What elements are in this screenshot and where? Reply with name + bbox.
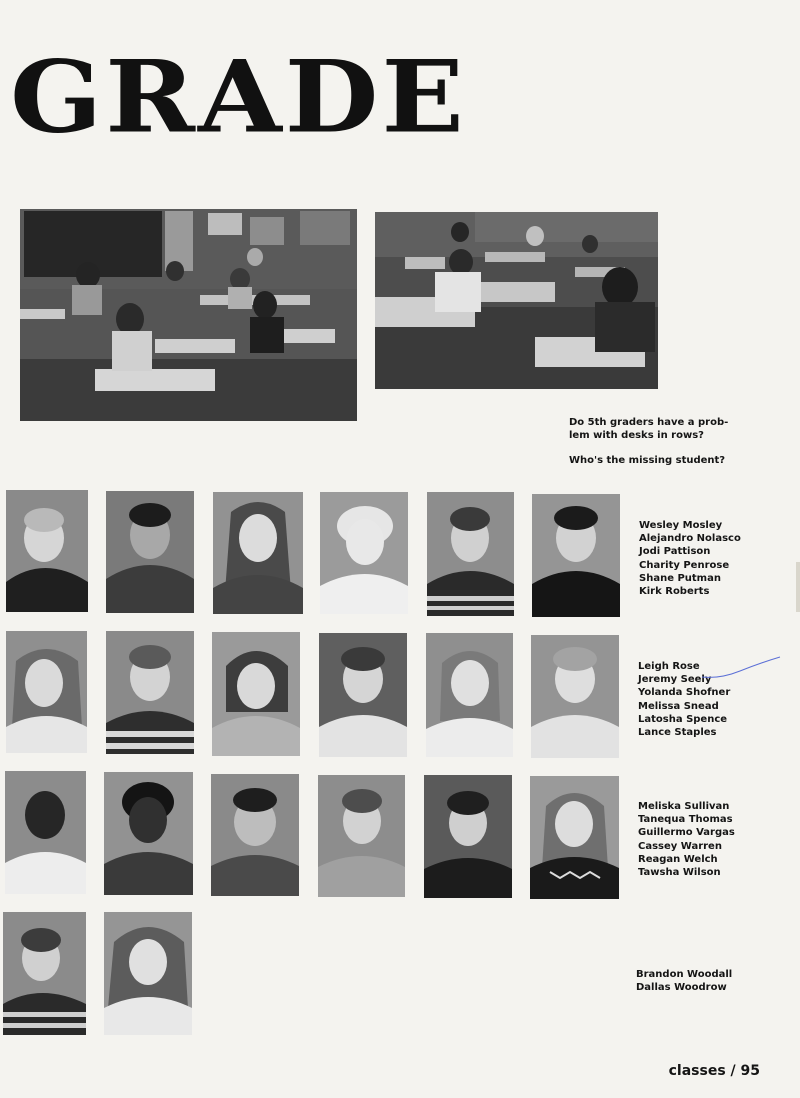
name-list-row-1	[639, 519, 741, 598]
student-name: Dallas Woodrow	[636, 982, 727, 994]
student-portrait	[531, 635, 619, 758]
name-list-row-4	[636, 968, 732, 994]
student-name: Brandon Woodall	[636, 969, 733, 980]
student-name: Latosha Spence	[638, 713, 728, 725]
student-name: Meliska Sullivan	[638, 801, 730, 812]
student-portrait	[106, 631, 194, 754]
caption-line: Who's the missing student?	[569, 455, 726, 466]
student-name: Cassey Warren	[638, 840, 722, 852]
page-heading: GRADE	[10, 39, 467, 156]
student-name: Leigh Rose	[638, 661, 700, 672]
student-portrait	[424, 775, 512, 898]
student-portrait	[427, 492, 514, 616]
student-name: Tanequa Thomas	[638, 814, 733, 826]
page-footer: classes / 95	[668, 1063, 760, 1079]
student-portrait	[5, 771, 86, 894]
student-name: Yolanda Shofner	[638, 687, 731, 699]
student-name: Lance Staples	[638, 727, 717, 739]
student-name: Wesley Mosley	[639, 520, 723, 531]
student-portrait	[532, 494, 620, 617]
student-name: Melissa Snead	[638, 700, 719, 712]
name-list-row-3	[638, 800, 735, 879]
student-name: Jeremy Seely	[638, 674, 712, 686]
student-portrait	[6, 490, 88, 612]
student-name: Jodi Pattison	[639, 546, 711, 558]
student-name: Reagan Welch	[638, 853, 718, 865]
student-portrait	[6, 631, 87, 753]
classroom-photo-left	[20, 209, 357, 421]
student-portrait	[318, 775, 405, 897]
photo-caption	[569, 416, 769, 467]
student-name: Shane Putman	[639, 572, 721, 584]
student-portrait	[3, 912, 86, 1035]
student-name: Kirk Roberts	[639, 586, 710, 598]
student-portrait	[211, 774, 299, 896]
student-portrait	[104, 772, 193, 895]
student-portrait	[426, 633, 513, 757]
student-portrait	[319, 633, 407, 757]
caption-line: Do 5th graders have a prob-	[569, 417, 729, 428]
student-portrait	[106, 491, 194, 613]
student-name: Alejandro Nolasco	[639, 533, 741, 545]
student-portrait	[212, 632, 300, 756]
page-edge-tab	[796, 562, 800, 612]
student-portrait	[320, 492, 408, 614]
student-name: Tawsha Wilson	[638, 867, 721, 879]
classroom-photo-right	[375, 212, 658, 389]
student-name: Guillermo Vargas	[638, 827, 735, 839]
student-portrait	[213, 492, 303, 614]
pen-mark	[700, 655, 782, 685]
student-name: Charity Penrose	[639, 559, 730, 571]
student-portrait	[104, 912, 192, 1035]
student-portrait	[530, 776, 619, 899]
caption-line: lem with desks in rows?	[569, 430, 704, 441]
